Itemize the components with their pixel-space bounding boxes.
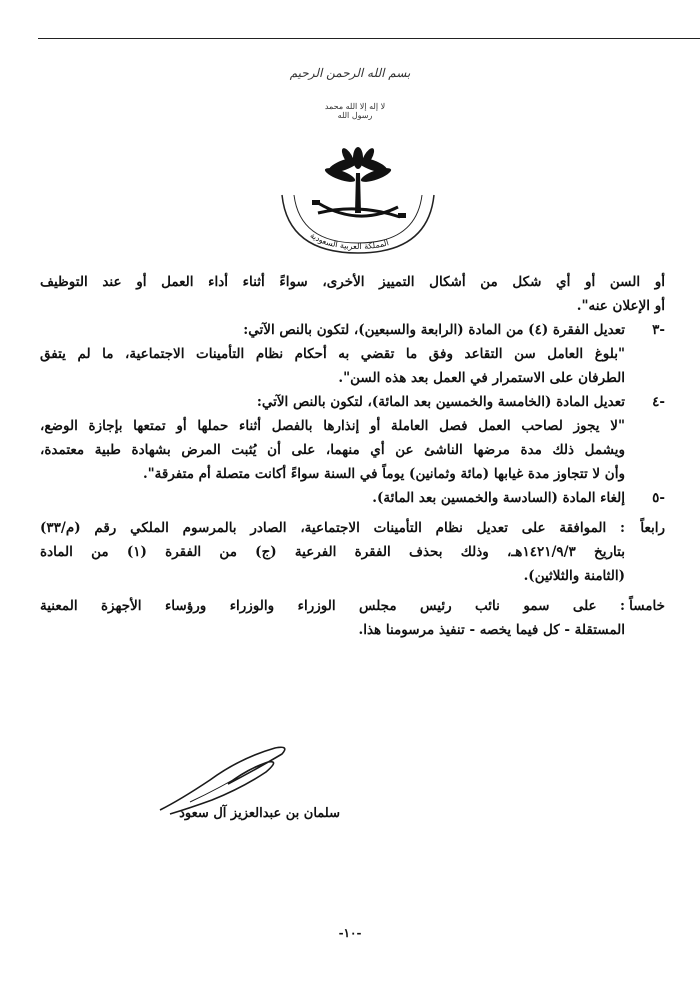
section-khamisan-line-2: المستقلة - كل فيما يخصه - تنفيذ مرسومنا هذا. — [358, 622, 625, 638]
item-5-text: إلغاء المادة (السادسة والخمسين بعد المائة). — [372, 490, 625, 506]
item-4-number: -٤ — [652, 394, 665, 410]
item-5-number: -٥ — [652, 490, 665, 506]
basmala: بسم الله الرحمن الرحيم — [289, 66, 411, 80]
item-3-quote-line-2: الطرفان على الاستمرار في العمل بعد هذه السن". — [338, 370, 625, 386]
item-3-number: -٣ — [652, 322, 665, 338]
section-rabean — [40, 516, 665, 540]
section-khamisan — [40, 594, 665, 618]
section-rabean-label: رابعاً — [640, 520, 665, 536]
continuation-line-2: أو الإعلان عنه". — [576, 298, 665, 314]
section-rabean-line-1: : الموافقة على تعديل نظام التأمينات الاجتماعية، الصادر بالمرسوم الملكي رقم (م/٣٣) — [40, 520, 625, 536]
top-rule — [38, 38, 700, 39]
section-rabean-line-3: (الثامنة والثلاثين). — [523, 568, 625, 584]
section-khamisan-label: خامساً — [629, 598, 665, 614]
item-4-title: تعديل المادة (الخامسة والخمسين بعد المائة)، لتكون بالنص الآتي: — [256, 394, 625, 410]
item-3 — [40, 318, 665, 342]
saudi-emblem-icon — [268, 145, 448, 255]
section-khamisan-line-1: : على سمو نائب رئيس مجلس الوزراء والوزراء ورؤساء الأجهزة المعنية — [40, 598, 625, 614]
page-number: -١٠- — [338, 926, 362, 940]
item-4 — [40, 390, 665, 414]
item-4-quote-line-2: ويشمل ذلك مدة مرضها الناشئ عن أي منهما، على أن يُثبت المرض بشهادة طبية معتمدة، — [40, 442, 625, 458]
section-rabean-line-2: بتاريخ ١٤٢١/٩/٣هـ، وذلك بحذف الفقرة الفرعية (ج) من الفقرة (١) من المادة — [40, 544, 625, 560]
seal-text: المملكة العربية السعودية — [308, 230, 390, 252]
item-5 — [40, 486, 665, 510]
item-3-title: تعديل الفقرة (٤) من المادة (الرابعة والسبعين)، لتكون بالنص الآتي: — [243, 322, 625, 338]
signatory-name: سلمان بن عبدالعزيز آل سعود — [179, 806, 340, 821]
shahada-calligraphy: لا إله إلا الله محمد رسول الله — [324, 102, 386, 120]
item-4-quote-line-1: "لا يجوز لصاحب العمل فصل العاملة أو إنذارها بالفصل أثناء حملها أو تمتعها بإجازة الوضع، — [40, 418, 625, 434]
item-3-quote-line-1: "بلوغ العامل سن التقاعد وفق ما تقضي به أحكام نظام التأمينات الاجتماعية، ما لم يتفق — [40, 346, 625, 362]
item-4-quote-line-3: وأن لا تتجاوز مدة غيابها (مائة وثمانين) يوماً في السنة سواءً أكانت متصلة أم متفرقة". — [142, 466, 625, 482]
continuation-line-1: أو السن أو أي شكل من أشكال التمييز الأخرى، سواءً أثناء أداء العمل أو عند التوظيف — [40, 274, 665, 290]
decree-body — [40, 270, 665, 642]
